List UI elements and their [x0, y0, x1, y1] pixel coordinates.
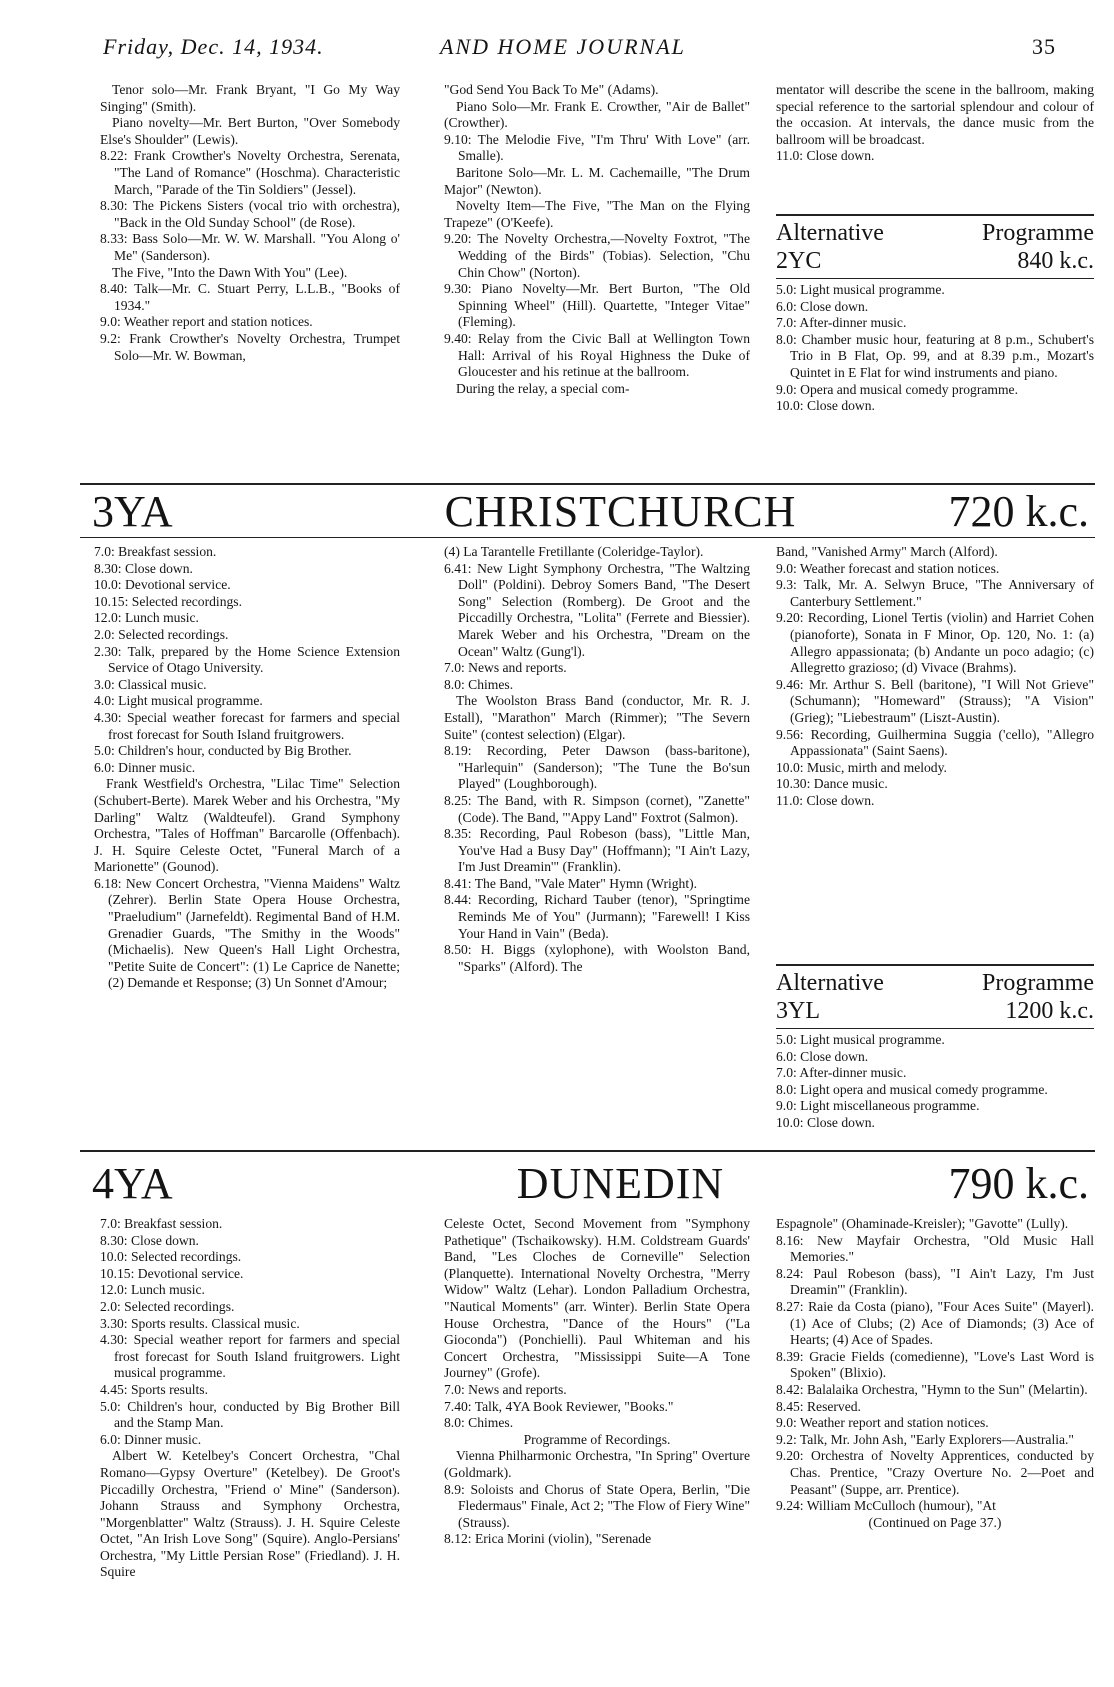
listing-entry: 5.0: Light musical programme.	[776, 1032, 945, 1047]
listing-entry: 8.19: Recording, Peter Dawson (bass-baritone), "Harlequin" (Sanderson); "The Tune the Bo'sun Played" (Loughborough).	[444, 743, 750, 792]
listing-entry: 9.2: Talk, Mr. John Ash, "Early Explorers—Australia."	[776, 1431, 1074, 1447]
listing-entry: 11.0: Close down.	[776, 792, 875, 808]
listing-entry: mentator will describe the scene in the ballroom, making special reference to the sartorial splendour and colour of the occasion. At intervals, the dance music from the ballroom will be broadcast.	[776, 82, 1094, 147]
listing-entry: 9.20: Recording, Lionel Tertis (violin) and Harriet Cohen (pianoforte), Sonata in F Minor, Op. 120, No. 1: (a) Allegro appassionata; (b) Andante un poco adagio; (c) Allegretto grazioso; (d) Vivace (Brahms).	[776, 610, 1094, 676]
alt-label: Alternative	[776, 970, 884, 996]
listing-entry: 6.0: Close down.	[776, 1048, 869, 1064]
listing-entry: 10.30: Dance music.	[776, 776, 888, 792]
listing-entry: 6.0: Dinner music.	[94, 759, 196, 775]
column-bot-2	[444, 1216, 750, 1676]
listing-entry: 8.33: Bass Solo—Mr. W. W. Marshall. "You Along o' Me" (Sanderson).	[100, 231, 400, 263]
column-top-3	[776, 82, 1094, 202]
listing-entry: 8.30: Close down.	[94, 560, 193, 576]
listing-entry: 7.0: Breakfast session.	[100, 1216, 223, 1231]
listing-entry: Programme of Recordings.	[523, 1431, 671, 1447]
listing-entry: "God Send You Back To Me" (Adams).	[444, 82, 659, 97]
listing-entry: 9.30: Piano Novelty—Mr. Bert Burton, "The Old Spinning Wheel" (Hill). Quartette, "Integer Vitae" (Fleming).	[444, 281, 750, 330]
column-top-2	[444, 82, 750, 482]
alt-frequency: 840 k.c.	[1017, 248, 1094, 274]
listing-entry: During the relay, a special com-	[456, 380, 630, 396]
station-band-4ya	[80, 1160, 1095, 1208]
alternative-programme-3yl	[776, 970, 1094, 1030]
listing-entry: Baritone Solo—Mr. L. M. Cachemaille, "The Drum Major" (Newton).	[444, 164, 750, 197]
listing-entry: 8.16: New Mayfair Orchestra, "Old Music Hall Memories."	[776, 1232, 1094, 1265]
listing-entry: 9.10: The Melodie Five, "I'm Thru' With Love" (arr. Smalle).	[444, 131, 750, 164]
listing-entry: 9.0: Weather forecast and station notices.	[776, 560, 1000, 576]
listing-entry: 10.0: Devotional service.	[94, 577, 231, 593]
listing-entry: 9.0: Weather report and station notices.	[100, 314, 313, 330]
section-rule	[80, 537, 1095, 538]
listing-entry: 4.30: Special weather forecast for farmers and special frost forecast for South Island fruitgrowers.	[94, 709, 400, 742]
listing-entry: 5.0: Light musical programme.	[776, 282, 945, 297]
listing-entry: 8.25: The Band, with R. Simpson (cornet), "Zanette" (Code). The Band, "'Appy Land" Foxtrot (Salmon).	[444, 792, 750, 825]
listing-entry: 11.0: Close down.	[776, 148, 875, 164]
station-city: CHRISTCHURCH	[444, 487, 797, 536]
listing-entry: 9.20: Orchestra of Novelty Apprentices, conducted by Chas. Prentice, "Crazy Overture No. 2—Poet and Peasant" (Suppe, arr. Prentice).	[776, 1448, 1094, 1497]
station-band-3ya	[80, 488, 1095, 536]
issue-date: Friday, Dec. 14, 1934.	[103, 34, 324, 59]
alt-label: Alternative	[776, 220, 884, 246]
alt-label-programme: Programme	[982, 220, 1094, 246]
listing-entry: 8.24: Paul Robeson (bass), "I Ain't Lazy, I'm Just Dreamin'" (Franklin).	[776, 1265, 1094, 1298]
alternative-programme-2yc	[776, 220, 1094, 280]
listing-entry: 2.30: Talk, prepared by the Home Science Extension Service of Otago University.	[94, 643, 400, 676]
section-rule	[80, 483, 1095, 485]
section-rule	[80, 1150, 1095, 1152]
listing-entry: 8.0: Chimes.	[444, 676, 514, 692]
listing-entry: 8.27: Raie da Costa (piano), "Four Aces Suite" (Mayerl). (1) Ace of Clubs; (2) Ace of Diamonds; (3) Ace of Hearts; (4) Ace of Spades.	[776, 1298, 1094, 1348]
listing-entry: 8.44: Recording, Richard Tauber (tenor), "Springtime Reminds Me of You" (Jurmann); "Farewell! I Kiss Your Hand in Vain" (Beda).	[444, 892, 750, 941]
divider	[776, 214, 1094, 216]
listing-entry: 2.0: Selected recordings.	[100, 1298, 235, 1314]
listing-entry: 8.30: The Pickens Sisters (vocal trio with orchestra), "Back in the Old Sunday School" (de Rose).	[100, 198, 400, 230]
listing-entry: 7.0: After-dinner music.	[776, 1065, 907, 1081]
column-mid-1	[94, 544, 400, 1144]
listing-entry: 9.24: William McCulloch (humour), "At	[776, 1498, 996, 1514]
column-mid-3	[776, 544, 1094, 944]
listing-entry: 9.0: Light miscellaneous programme.	[776, 1098, 980, 1114]
listing-entry: 7.0: After-dinner music.	[776, 315, 907, 331]
column-top-3b	[776, 282, 1094, 482]
listing-entry: 4.30: Special weather report for farmers and special frost forecast for South Island fruitgrowers. Light musical programme.	[100, 1332, 400, 1381]
listing-entry: Band, "Vanished Army" March (Alford).	[776, 544, 998, 559]
listing-entry: 12.0: Lunch music.	[100, 1282, 205, 1298]
listing-entry: 10.0: Close down.	[776, 1114, 875, 1130]
listing-entry: 6.0: Close down.	[776, 298, 869, 314]
page-number: 35	[1032, 34, 1056, 59]
listing-entry: Piano novelty—Mr. Bert Burton, "Over Somebody Else's Shoulder" (Lewis).	[100, 115, 400, 147]
listing-entry: 8.9: Soloists and Chorus of State Opera, Berlin, "Die Fledermaus" Finale, Act 2; "The Flow of Fiery Wine" (Strauss).	[444, 1481, 750, 1530]
listing-entry: 8.40: Talk—Mr. C. Stuart Perry, L.L.B., "Books of 1934."	[100, 281, 400, 313]
listing-entry: 8.30: Close down.	[100, 1232, 199, 1248]
listing-entry: 9.46: Mr. Arthur S. Bell (baritone), "I Will Not Grieve" (Schumann); "Homeward" (Strauss); "A Vision" (Grieg); "Liebestraum" (Liszt-Austin).	[776, 676, 1094, 725]
listing-entry: 12.0: Lunch music.	[94, 610, 199, 626]
listing-entry: The Five, "Into the Dawn With You" (Lee).	[112, 264, 348, 280]
listing-entry: 10.15: Devotional service.	[100, 1265, 244, 1281]
listing-entry: 8.41: The Band, "Vale Mater" Hymn (Wright).	[444, 875, 698, 891]
divider	[776, 278, 1094, 279]
listing-entry: Albert W. Ketelbey's Concert Orchestra, "Chal Romano—Gypsy Overture" (Ketelbey). De Groot's Piccadilly Orchestra, "Friend o' Mine" (Sanderson). Johann Strauss and Symphony Orchestra, "Morgenblatter" Waltz (Strauss). J. H. Squire Celeste Octet, "An Irish Love Song" (Squire). Anglo-Persians' Orchestra, "My Little Persian Rose" (Friedland). J. H. Squire	[100, 1448, 400, 1580]
page-header	[0, 34, 1114, 64]
listing-entry: Tenor solo—Mr. Frank Bryant, "I Go My Way Singing" (Smith).	[100, 82, 400, 114]
listing-entry: 10.0: Close down.	[776, 398, 875, 414]
journal-title: AND HOME JOURNAL	[440, 34, 686, 59]
listing-entry: 10.15: Selected recordings.	[94, 593, 242, 609]
station-frequency: 790 k.c.	[948, 1159, 1089, 1208]
alt-frequency: 1200 k.c.	[1005, 998, 1094, 1024]
column-top-1	[100, 82, 400, 482]
station-call-sign: 4YA	[92, 1159, 173, 1208]
listing-entry: 5.0: Children's hour, conducted by Big Brother Bill and the Stamp Man.	[100, 1398, 400, 1431]
listing-entry: 7.0: News and reports.	[444, 1381, 567, 1397]
listing-entry: 8.45: Reserved.	[776, 1398, 861, 1414]
column-bot-3	[776, 1216, 1094, 1676]
listing-entry: 9.3: Talk, Mr. A. Selwyn Bruce, "The Anniversary of Canterbury Settlement."	[776, 577, 1094, 609]
column-mid-3b	[776, 1032, 1094, 1144]
listing-entry: Piano Solo—Mr. Frank E. Crowther, "Air de Ballet" (Crowther).	[444, 98, 750, 131]
listing-entry: 9.40: Relay from the Civic Ball at Wellington Town Hall: Arrival of his Royal Highness the Duke of Gloucester and his retinue at the ballroom.	[444, 330, 750, 380]
listing-entry: 4.45: Sports results.	[100, 1381, 208, 1397]
listing-entry: 7.0: Breakfast session.	[94, 544, 217, 559]
listing-entry: 8.35: Recording, Paul Robeson (bass), "Little Man, You've Had a Busy Day" (Hoffmann); "I Ain't Lazy, I'm Just Dreamin'" (Franklin).	[444, 826, 750, 875]
listing-entry: 4.0: Light musical programme.	[94, 693, 263, 709]
listing-entry: 3.30: Sports results. Classical music.	[100, 1315, 300, 1331]
column-mid-2	[444, 544, 750, 1144]
listing-entry: 8.39: Gracie Fields (comedienne), "Love's Last Word is Spoken" (Blixio).	[776, 1348, 1094, 1381]
listing-entry: 7.40: Talk, 4YA Book Reviewer, "Books."	[444, 1398, 674, 1414]
listing-entry: 2.0: Selected recordings.	[94, 626, 229, 642]
alt-station: 3YL	[776, 998, 820, 1024]
divider	[776, 1028, 1094, 1029]
listing-entry: 3.0: Classical music.	[94, 676, 207, 692]
listing-entry: 8.22: Frank Crowther's Novelty Orchestra, Serenata, "The Land of Romance" (Hoschma). Characteristic March, "Parade of the Tin Soldiers" (Jessel).	[100, 148, 400, 197]
listing-entry: 8.0: Chimes.	[444, 1415, 514, 1431]
listing-entry: Frank Westfield's Orchestra, "Lilac Time" Selection (Schubert-Berte). Marek Weber and his Orchestra, "My Darling" Waltz (Waldteufel). Grand Symphony Orchestra, "Tales of Hoffman" Barcarolle (Offenbach). J. H. Squire Celeste Octet, "Funeral March of a Marionette" (Gounod).	[94, 776, 400, 875]
station-frequency: 720 k.c.	[948, 487, 1089, 536]
listing-entry: 8.0: Light opera and musical comedy programme.	[776, 1081, 1048, 1097]
listing-entry: 6.0: Dinner music.	[100, 1431, 202, 1447]
listing-entry: 8.0: Chamber music hour, featuring at 8 p.m., Schubert's Trio in B Flat, Op. 99, and at 8.39 p.m., Mozart's Quintet in E Flat for wind instruments and piano.	[776, 331, 1094, 380]
listing-entry: 10.0: Selected recordings.	[100, 1249, 242, 1265]
listing-entry: (Continued on Page 37.)	[868, 1514, 1002, 1530]
listing-entry: 10.0: Music, mirth and melody.	[776, 759, 947, 775]
listing-entry: Novelty Item—The Five, "The Man on the Flying Trapeze" (O'Keefe).	[444, 198, 750, 230]
listing-entry: 5.0: Children's hour, conducted by Big Brother.	[94, 743, 352, 759]
listing-entry: 9.0: Opera and musical comedy programme.	[776, 381, 1018, 397]
listing-entry: 8.12: Erica Morini (violin), "Serenade	[444, 1531, 652, 1547]
listing-entry: 9.20: The Novelty Orchestra,—Novelty Foxtrot, "The Wedding of the Birds" (Tobias). Selection, "Chu Chin Chow" (Norton).	[444, 231, 750, 280]
listing-entry: 6.41: New Light Symphony Orchestra, "The Waltzing Doll" (Poldini). Debroy Somers Band, "The Desert Song" Selection (Romberg). De Groot and the Piccadilly Orchestra, "Lolita" (Ferrete and Biessier). Marek Weber and his Orchestra, "Dream on the Ocean" Waltz (Gung'l).	[444, 560, 750, 659]
listing-entry: Celeste Octet, Second Movement from "Symphony Pathetique" (Tschaikowsky). H.M. Coldstream Guards' Band, "Les Cloches de Corneville" Selection (Planquette). International Novelty Orchestra, "Merry Widow" Waltz (Lehar). London Palladium Orchestra, "Nautical Moments" (arr. Winter). Berlin State Opera House Orchestra, "Dance of the Hours" ("La Gioconda") (Ponchielli). Paul Whiteman and his Concert Orchestra, "Mississippi Suite—A Tone Journey" (Grofe).	[444, 1216, 750, 1381]
listing-entry: 9.56: Recording, Guilhermina Suggia ('cello), "Allegro Appassionata" (Saint Saens).	[776, 726, 1094, 759]
listing-entry: The Woolston Brass Band (conductor, Mr. R. J. Estall), "Marathon" March (Rimmer); "The Severn Suite" (contest selection) (Elgar).	[444, 693, 750, 742]
listing-entry: Vienna Philharmonic Orchestra, "In Spring" Overture (Goldmark).	[444, 1448, 750, 1480]
listing-entry: 8.50: H. Biggs (xylophone), with Woolston Band, "Sparks" (Alford). The	[444, 942, 750, 974]
listing-entry: 9.0: Weather report and station notices.	[776, 1415, 989, 1431]
listing-entry: 8.42: Balalaika Orchestra, "Hymn to the Sun" (Melartin).	[776, 1381, 1088, 1397]
station-city: DUNEDIN	[516, 1159, 725, 1208]
listing-entry: (4) La Tarantelle Fretillante (Coleridge-Taylor).	[444, 544, 704, 559]
listing-entry: 9.2: Frank Crowther's Novelty Orchestra, Trumpet Solo—Mr. W. Bowman,	[100, 330, 400, 363]
column-bot-1	[100, 1216, 400, 1676]
listing-entry: 7.0: News and reports.	[444, 660, 567, 676]
listing-entry: Espagnole" (Ohaminade-Kreisler); "Gavotte" (Lully).	[776, 1216, 1069, 1231]
station-call-sign: 3YA	[92, 487, 173, 536]
alt-label-programme: Programme	[982, 970, 1094, 996]
listing-entry: 6.18: New Concert Orchestra, "Vienna Maidens" Waltz (Zehrer). Berlin State Opera House Orchestra, "Praeludium" (Jarnefeldt). Regimental Band of H.M. Grenadier Guards, "The Smithy in the Woods" (Michaelis). New Queen's Hall Light Orchestra, "Petite Suite de Concert": (1) Le Caprice de Nanette; (2) Demande et Response; (3) Un Sonnet d'Amour;	[94, 875, 400, 991]
alt-station: 2YC	[776, 248, 822, 274]
divider	[776, 964, 1094, 966]
